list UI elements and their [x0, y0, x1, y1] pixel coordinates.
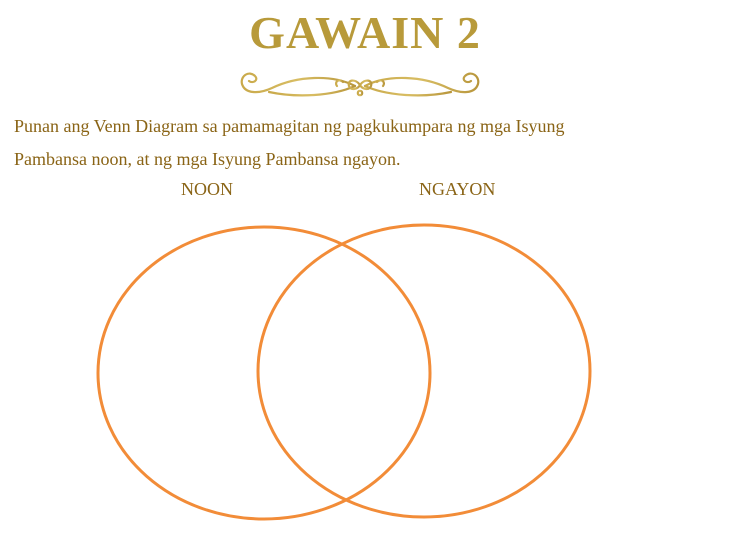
venn-label-noon: NOON: [181, 179, 233, 199]
venn-circle-ngayon: [258, 225, 590, 517]
page-title: GAWAIN 2: [249, 7, 481, 58]
instructions-line-2: Pambansa noon, at ng mga Isyung Pambansa ngayon.: [14, 149, 401, 169]
instructions-line-1: Punan ang Venn Diagram sa pamamagitan ng pagkukumpara ng mga Isyung: [14, 116, 565, 136]
venn-label-ngayon: NGAYON: [419, 179, 496, 199]
venn-circle-noon: [98, 227, 430, 519]
